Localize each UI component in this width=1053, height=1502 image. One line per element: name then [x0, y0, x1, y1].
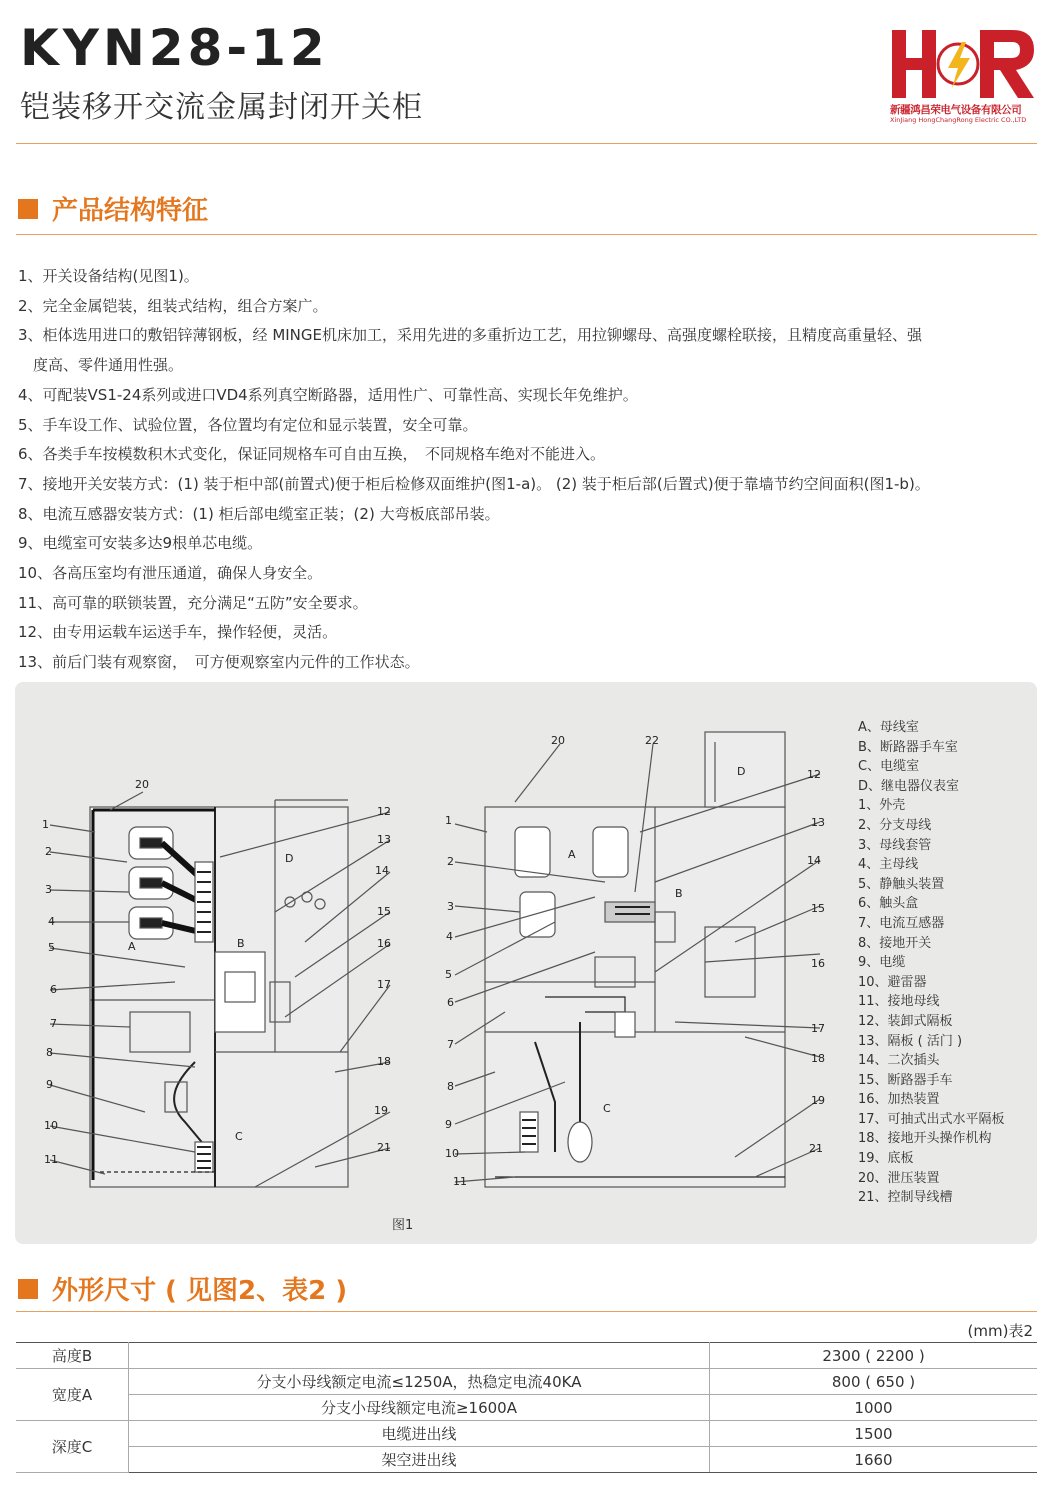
- table-cell: 高度B: [16, 1343, 129, 1369]
- fig-label: 14: [807, 854, 821, 867]
- legend-item: 3、母线套管: [858, 837, 932, 853]
- section-title-dimensions: [18, 1270, 347, 1307]
- fig-label: 18: [377, 1055, 391, 1068]
- legend-item: 10、避雷器: [858, 974, 927, 990]
- legend-item: 21、控制导线槽: [858, 1190, 953, 1206]
- fig-label: 13: [377, 833, 391, 846]
- table-cell: 分支小母线额定电流≥1600A: [129, 1395, 710, 1421]
- legend-item: 16、加热装置: [858, 1092, 940, 1108]
- table-cell: 分支小母线额定电流≤1250A，热稳定电流40KA: [129, 1369, 710, 1395]
- legend-item: 17、可抽式出式水平隔板: [858, 1111, 1005, 1127]
- legend-item: 18、接地开头操作机构: [858, 1131, 992, 1147]
- table-cell: 电缆进出线: [129, 1421, 710, 1447]
- fig-label: A: [128, 940, 136, 953]
- fig-label: 21: [377, 1141, 391, 1154]
- fig-label: 1: [42, 818, 49, 831]
- section-title-features: [18, 190, 208, 227]
- fig-label: 19: [811, 1094, 825, 1107]
- fig-label: 13: [811, 816, 825, 829]
- table-row: [16, 1369, 1037, 1395]
- legend-item: B、断路器手车室: [858, 739, 958, 755]
- fig-label: 19: [374, 1104, 388, 1117]
- legend-item: 9、电缆: [858, 955, 906, 971]
- table-cell: 深度C: [16, 1421, 129, 1473]
- section-title-text: 产品结构特征: [52, 196, 209, 226]
- fig-label: 1: [445, 814, 452, 827]
- fig-label: 9: [445, 1118, 452, 1131]
- table-note: (mm)表2: [967, 1322, 1033, 1340]
- table-cell: 1500: [710, 1421, 1038, 1447]
- legend-item: 8、接地开关: [858, 935, 932, 951]
- list-item: 11、高可靠的联锁装置，充分满足“五防”安全要求。: [18, 593, 368, 612]
- section-square-icon: [18, 1279, 38, 1299]
- logo-company-cn: 新疆鸿昌荣电气设备有限公司: [890, 104, 1022, 116]
- fig-label: 3: [45, 883, 52, 896]
- fig-label: D: [285, 852, 294, 865]
- fig-label: 7: [50, 1017, 57, 1030]
- table-cell: 800 ( 650 ): [710, 1369, 1038, 1395]
- fig-label: 21: [809, 1142, 823, 1155]
- product-model: KYN28-12: [20, 19, 329, 77]
- fig-label: 6: [447, 996, 454, 1009]
- fig-label: 18: [811, 1052, 825, 1065]
- fig-label: D: [737, 765, 746, 778]
- legend-item: D、继电器仪表室: [858, 778, 960, 794]
- legend-item: 19、底板: [858, 1151, 914, 1167]
- fig-label: A: [568, 848, 576, 861]
- fig-label: 17: [811, 1022, 825, 1035]
- section2-divider: [16, 1311, 1037, 1312]
- fig-label: 16: [377, 937, 391, 950]
- fig-label: 3: [447, 900, 454, 913]
- table-row: [16, 1395, 1037, 1421]
- fig-label: 10: [445, 1147, 459, 1160]
- fig-label: 20: [551, 734, 565, 747]
- fig-label: 11: [44, 1153, 58, 1166]
- list-item: 7、接地开关安装方式：(1) 装于柜中部(前置式)便于柜后检修双面维护(图1-a)。 (2) 装于柜后部(后置式)便于靠墙节约空间面积(图1-b)。: [18, 474, 930, 493]
- fig-label: 20: [135, 778, 149, 791]
- legend-item: 5、静触头装置: [858, 876, 945, 892]
- fig-label: 2: [45, 845, 52, 858]
- legend-item: 20、泄压装置: [858, 1170, 940, 1186]
- list-item: 3、柜体选用进口的敷铝锌薄钢板，经 MINGE机床加工，采用先进的多重折边工艺，用拉铆螺母、高强度螺栓联接，且精度高重量轻、强: [18, 326, 923, 345]
- list-item: 5、手车设工作、试验位置，各位置均有定位和显示装置，安全可靠。: [18, 415, 478, 434]
- table-row: [16, 1421, 1037, 1447]
- fig-label: 17: [377, 978, 391, 991]
- legend-item: 12、装卸式隔板: [858, 1013, 953, 1029]
- dimensions-table: [16, 1342, 1037, 1473]
- fig-label: 4: [48, 915, 55, 928]
- fig-label: 6: [50, 983, 57, 996]
- legend-item: 11、接地母线: [858, 994, 940, 1010]
- legend-item: 6、触头盒: [858, 896, 919, 912]
- section-title-text: 外形尺寸 ( 见图2、表2 ): [52, 1276, 348, 1306]
- legend-item: 2、分支母线: [858, 817, 932, 833]
- company-logo: [888, 26, 1038, 126]
- fig-label: 8: [46, 1046, 53, 1059]
- fig-label: 14: [375, 864, 389, 877]
- table-row: [16, 1447, 1037, 1473]
- fig-label: 10: [44, 1119, 58, 1132]
- fig-label: C: [235, 1130, 243, 1143]
- list-item: 6、各类手车按模数积木式变化，保证同规格车可自由互换， 不同规格车绝对不能进入。: [18, 445, 606, 464]
- table-cell: 宽度A: [16, 1369, 129, 1421]
- fig-label: B: [237, 937, 245, 950]
- table-cell: 架空进出线: [129, 1447, 710, 1473]
- fig-label: B: [675, 887, 683, 900]
- header-divider: [16, 143, 1037, 144]
- list-item: 8、电流互感器安装方式：(1) 柜后部电缆室正装；(2) 大弯板底部吊装。: [18, 504, 500, 523]
- list-item: 度高、零件通用性强。: [18, 356, 184, 375]
- fig-label: 15: [811, 902, 825, 915]
- list-item: 2、完全金属铠装，组装式结构，组合方案广。: [18, 296, 328, 315]
- fig-label: 5: [48, 941, 55, 954]
- table-cell: 1660: [710, 1447, 1038, 1473]
- legend-item: 14、二次插头: [858, 1053, 940, 1069]
- section1-divider: [16, 234, 1037, 235]
- product-subtitle: 铠装移开交流金属封闭开关柜: [20, 90, 423, 125]
- feature-list: [18, 262, 1038, 678]
- fig-label: 9: [46, 1078, 53, 1091]
- fig-label: 7: [447, 1038, 454, 1051]
- table-cell: [129, 1343, 710, 1369]
- legend-item: 1、外壳: [858, 798, 906, 814]
- fig-label: 11: [453, 1175, 467, 1188]
- fig-label: 4: [446, 930, 453, 943]
- fig-label: 12: [377, 805, 391, 818]
- list-item: 4、可配装VS1-24系列或进口VD4系列真空断路器，适用性广、可靠性高、实现长年免维护。: [18, 385, 638, 404]
- fig-label: 12: [807, 768, 821, 781]
- fig-label: 8: [447, 1080, 454, 1093]
- legend-item: 4、主母线: [858, 857, 919, 873]
- fig-label: 5: [445, 968, 452, 981]
- legend-item: A、母线室: [858, 720, 919, 735]
- figure-caption: 图1: [392, 1218, 414, 1233]
- logo-company-en: XinJiang HongChangRong Electric CO.,LTD: [890, 116, 1027, 124]
- fig-label: 2: [447, 855, 454, 868]
- fig-label: 16: [811, 957, 825, 970]
- list-item: 9、电缆室可安装多达9根单芯电缆。: [18, 534, 263, 553]
- legend-item: 15、断路器手车: [858, 1072, 953, 1088]
- section-square-icon: [18, 199, 38, 219]
- fig-label: C: [603, 1102, 611, 1115]
- legend-item: 7、电流互感器: [858, 915, 945, 931]
- figure-legend: [858, 718, 1005, 1208]
- hr-logo-icon: [888, 26, 1038, 102]
- list-item: 10、各高压室均有泄压通道，确保人身安全。: [18, 564, 323, 583]
- table-row: [16, 1343, 1037, 1369]
- fig-label: 15: [377, 905, 391, 918]
- list-item: 13、前后门装有观察窗， 可方便观察室内元件的工作状态。: [18, 653, 420, 672]
- table-cell: 1000: [710, 1395, 1038, 1421]
- table-cell: 2300 ( 2200 ): [710, 1343, 1038, 1369]
- legend-item: C、电缆室: [858, 759, 920, 775]
- legend-item: 13、隔板 ( 活门 ): [858, 1033, 963, 1049]
- list-item: 1、开关设备结构(见图1)。: [18, 267, 199, 285]
- fig-label: 22: [645, 734, 659, 747]
- list-item: 12、由专用运载车运送手车，操作轻便，灵活。: [18, 623, 338, 642]
